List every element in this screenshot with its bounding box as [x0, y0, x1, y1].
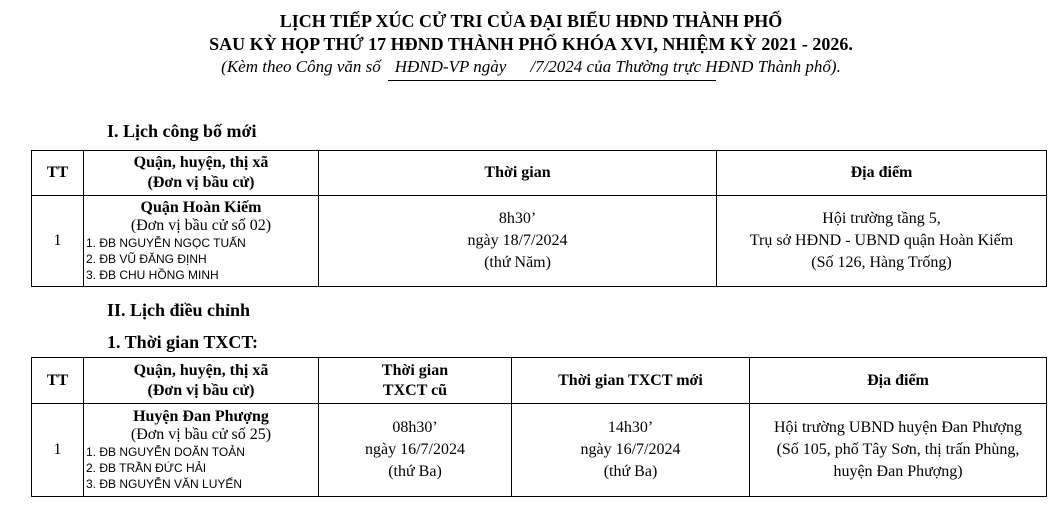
new-schedule-table — [31, 150, 1047, 287]
unit-name: Huyện Đan Phượng — [133, 408, 269, 425]
section1-heading: I. Lịch công bố mới — [107, 121, 257, 141]
member: 2. ĐB VŨ ĐĂNG ĐỊNH — [86, 252, 207, 266]
row-tt: 1 — [32, 196, 84, 287]
unit-sub: (Đơn vị bầu cử số 02) — [130, 217, 272, 234]
member: 2. ĐB TRẦN ĐỨC HẢI — [86, 461, 207, 475]
time-line: ngày 18/7/2024 — [467, 232, 568, 249]
col-header-unit-line1: Quận, huyện, thị xã — [133, 361, 269, 379]
col-header-unit-line1: Quận, huyện, thị xã — [133, 154, 269, 171]
row-unit — [84, 404, 319, 497]
member: 3. ĐB CHU HỒNG MINH — [86, 268, 219, 282]
row-time — [319, 196, 717, 287]
row-old-time — [319, 404, 512, 497]
old-time-line: 08h30’ — [392, 419, 438, 436]
row-place — [750, 404, 1047, 497]
document-title-line1: LỊCH TIẾP XÚC CỬ TRI CỦA ĐẠI BIỂU HĐND THÀNH PHỐ — [279, 11, 783, 31]
table-row — [32, 404, 1047, 497]
section2-subheading: 1. Thời gian TXCT: — [107, 332, 259, 352]
subtitle-part2: HĐND-VP ngày — [394, 57, 507, 76]
col-header-old-time-line1: Thời gian — [381, 361, 449, 379]
new-time-line: (thứ Ba) — [603, 463, 658, 480]
document-subtitle — [0, 56, 1062, 78]
col-header-unit-line2: (Đơn vị bầu cử) — [147, 381, 255, 399]
old-time-line: ngày 16/7/2024 — [365, 441, 465, 458]
subtitle-underline — [388, 80, 716, 81]
col-header-time: Thời gian — [319, 151, 717, 196]
member: 3. ĐB NGUYỄN VĂN LUYẾN — [86, 477, 243, 491]
table-header-row — [32, 151, 1047, 196]
place-line: huyện Đan Phượng) — [833, 463, 963, 480]
member: 1. ĐB NGUYỄN DOÃN TOẢN — [86, 445, 245, 459]
document-title-line2: SAU KỲ HỌP THỨ 17 HĐND THÀNH PHỐ KHÓA XVI, NHIỆM KỲ 2021 - 2026. — [209, 34, 853, 54]
unit-sub: (Đơn vị bầu cử số 25) — [130, 426, 272, 443]
unit-name: Quận Hoàn Kiếm — [140, 199, 262, 216]
adjusted-schedule-table — [31, 357, 1047, 497]
col-header-new-time: Thời gian TXCT mới — [512, 358, 750, 404]
table-header-row — [32, 358, 1047, 404]
col-header-old-time — [319, 358, 512, 404]
place-line: Hội trường UBND huyện Đan Phượng — [773, 419, 1023, 436]
member: 1. ĐB NGUYỄN NGỌC TUẤN — [86, 236, 246, 250]
row-place — [717, 196, 1047, 287]
subtitle-part3: /7/2024 của Thường trực HĐND Thành phố). — [530, 57, 841, 76]
new-time-line: 14h30’ — [607, 419, 654, 436]
col-header-tt: TT — [32, 358, 84, 404]
table-row — [32, 196, 1047, 287]
time-line: 8h30’ — [498, 210, 537, 227]
old-time-line: (thứ Ba) — [388, 463, 442, 480]
row-unit — [84, 196, 319, 287]
place-line: Trụ sở HĐND - UBND quận Hoàn Kiếm — [749, 232, 1014, 249]
col-header-old-time-line2: TXCT cũ — [382, 381, 448, 399]
col-header-unit — [84, 151, 319, 196]
col-header-tt: TT — [32, 151, 84, 196]
row-tt: 1 — [32, 404, 84, 497]
place-line: Hội trường tầng 5, — [822, 210, 941, 227]
place-line: (Số 105, phố Tây Sơn, thị trấn Phùng, — [776, 441, 1020, 458]
col-header-place: Địa điểm — [750, 358, 1047, 404]
col-header-place: Địa điểm — [717, 151, 1047, 196]
row-new-time — [512, 404, 750, 497]
subtitle-part1: (Kèm theo Công văn số — [221, 57, 381, 76]
section2-heading: II. Lịch điều chỉnh — [107, 300, 251, 320]
new-time-line: ngày 16/7/2024 — [580, 441, 681, 458]
col-header-unit-line2: (Đơn vị bầu cử) — [147, 174, 255, 191]
time-line: (thứ Năm) — [484, 254, 551, 271]
place-line: (Số 126, Hàng Trống) — [811, 254, 952, 271]
col-header-unit — [84, 358, 319, 404]
